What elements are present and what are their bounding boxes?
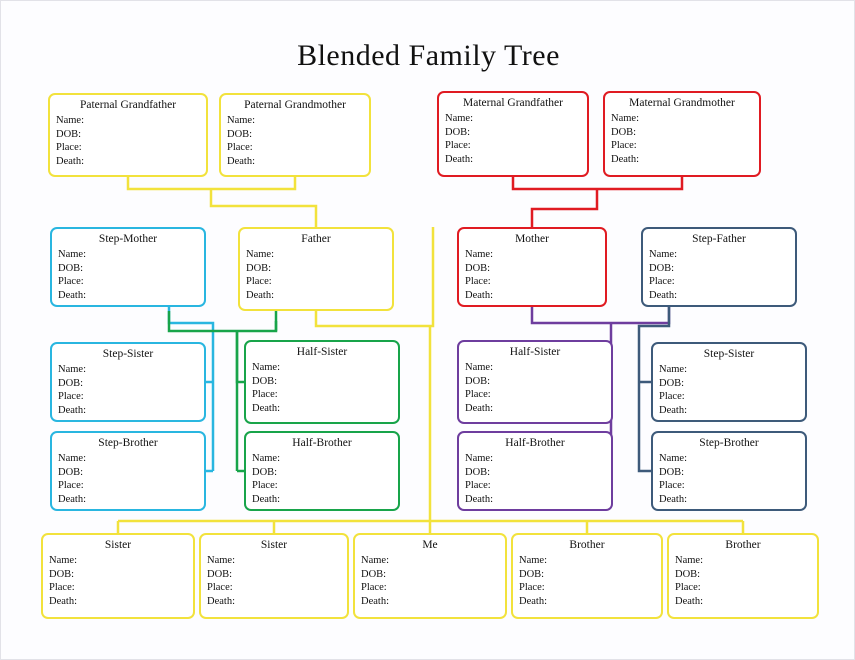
node-fields bbox=[675, 554, 817, 608]
field-label: Death: bbox=[227, 155, 255, 167]
field-label: DOB: bbox=[252, 375, 278, 387]
node-label: Brother bbox=[569, 539, 605, 551]
node-label: Maternal Grandmother bbox=[629, 97, 735, 109]
field-label: Name: bbox=[445, 113, 473, 124]
node-fields bbox=[649, 248, 795, 302]
field-label: Place: bbox=[207, 582, 233, 593]
node-fields bbox=[56, 114, 206, 168]
field-label: DOB: bbox=[227, 128, 253, 140]
field-label: DOB: bbox=[58, 377, 84, 389]
field-label: Death: bbox=[611, 153, 639, 165]
field-label: Place: bbox=[465, 276, 491, 287]
field-label: Name: bbox=[611, 113, 639, 124]
field-label: Death: bbox=[58, 493, 86, 505]
node-fields bbox=[361, 554, 505, 608]
node-step-sister-left[interactable] bbox=[50, 342, 206, 422]
node-step-sister-right[interactable] bbox=[651, 342, 807, 422]
field-label: Place: bbox=[611, 140, 637, 151]
field-label: DOB: bbox=[252, 466, 278, 478]
field-label: Death: bbox=[649, 289, 677, 301]
node-fields bbox=[49, 554, 193, 608]
field-label: Place: bbox=[56, 142, 82, 153]
node-half-brother-right[interactable] bbox=[457, 431, 613, 511]
node-fields bbox=[207, 554, 347, 608]
field-label: Death: bbox=[445, 153, 473, 165]
node-fields bbox=[465, 361, 611, 415]
field-label: Place: bbox=[675, 582, 701, 593]
field-label: DOB: bbox=[659, 466, 685, 478]
field-label: Name: bbox=[58, 249, 86, 260]
field-label: Name: bbox=[207, 555, 235, 566]
field-label: DOB: bbox=[58, 262, 84, 274]
field-label: Place: bbox=[465, 480, 491, 491]
field-label: Place: bbox=[58, 480, 84, 491]
field-label: Place: bbox=[246, 276, 272, 287]
field-label: Name: bbox=[252, 453, 280, 464]
field-label: DOB: bbox=[49, 568, 75, 580]
node-label: Brother bbox=[725, 539, 761, 551]
node-label: Sister bbox=[260, 539, 288, 551]
field-label: DOB: bbox=[611, 126, 637, 138]
node-label: Me bbox=[422, 539, 438, 551]
node-step-brother-right[interactable] bbox=[651, 431, 807, 511]
node-label: Half-Sister bbox=[296, 346, 348, 358]
field-label: DOB: bbox=[519, 568, 545, 580]
node-half-sister-left[interactable] bbox=[244, 340, 400, 424]
field-label: DOB: bbox=[361, 568, 387, 580]
node-paternal-grandfather[interactable] bbox=[48, 93, 208, 177]
field-label: Death: bbox=[659, 493, 687, 505]
node-label: Step-Sister bbox=[703, 348, 755, 360]
node-fields bbox=[252, 361, 398, 415]
node-sister-1[interactable] bbox=[41, 533, 195, 619]
node-label: Half-Brother bbox=[505, 437, 565, 449]
field-label: Death: bbox=[465, 289, 493, 301]
node-fields bbox=[227, 114, 369, 168]
field-label: DOB: bbox=[649, 262, 675, 274]
node-me[interactable] bbox=[353, 533, 507, 619]
node-step-mother[interactable] bbox=[50, 227, 206, 307]
field-label: Death: bbox=[659, 404, 687, 416]
field-label: Name: bbox=[649, 249, 677, 260]
node-maternal-grandmother[interactable] bbox=[603, 91, 761, 177]
node-sister-2[interactable] bbox=[199, 533, 349, 619]
node-fields bbox=[445, 112, 587, 166]
field-label: Place: bbox=[519, 582, 545, 593]
field-label: Name: bbox=[252, 362, 280, 373]
field-label: Name: bbox=[465, 249, 493, 260]
node-label: Father bbox=[301, 233, 331, 245]
field-label: Name: bbox=[56, 115, 84, 126]
node-label: Maternal Grandfather bbox=[463, 97, 563, 109]
node-paternal-grandmother[interactable] bbox=[219, 93, 371, 177]
field-label: Death: bbox=[49, 595, 77, 607]
field-label: Death: bbox=[465, 493, 493, 505]
field-label: Name: bbox=[659, 364, 687, 375]
node-fields bbox=[58, 248, 204, 302]
field-label: Place: bbox=[649, 276, 675, 287]
node-label: Sister bbox=[104, 539, 132, 551]
field-label: DOB: bbox=[445, 126, 471, 138]
field-label: DOB: bbox=[675, 568, 701, 580]
node-label: Half-Brother bbox=[292, 437, 352, 449]
node-label: Step-Brother bbox=[699, 437, 759, 449]
node-label: Step-Brother bbox=[98, 437, 158, 449]
node-fields bbox=[611, 112, 759, 166]
node-label: Paternal Grandfather bbox=[79, 99, 177, 111]
field-label: Place: bbox=[58, 276, 84, 287]
field-label: Place: bbox=[227, 142, 253, 153]
node-fields bbox=[465, 248, 605, 302]
field-label: DOB: bbox=[246, 262, 272, 274]
node-half-brother-left[interactable] bbox=[244, 431, 400, 511]
field-label: Name: bbox=[465, 453, 493, 464]
field-label: DOB: bbox=[56, 128, 82, 140]
field-label: Place: bbox=[49, 582, 75, 593]
field-label: Place: bbox=[465, 389, 491, 400]
node-mother[interactable] bbox=[457, 227, 607, 307]
node-maternal-grandfather[interactable] bbox=[437, 91, 589, 177]
field-label: Name: bbox=[58, 364, 86, 375]
field-label: DOB: bbox=[465, 375, 491, 387]
field-label: Name: bbox=[227, 115, 255, 126]
field-label: Death: bbox=[465, 402, 493, 414]
node-step-father[interactable] bbox=[641, 227, 797, 307]
node-fields bbox=[659, 363, 805, 417]
node-step-brother-left[interactable] bbox=[50, 431, 206, 511]
field-label: Death: bbox=[252, 402, 280, 414]
field-label: Death: bbox=[361, 595, 389, 607]
field-label: Death: bbox=[58, 289, 86, 301]
field-label: Place: bbox=[659, 391, 685, 402]
node-label: Half-Sister bbox=[509, 346, 561, 358]
node-fields bbox=[58, 452, 204, 506]
node-label: Step-Father bbox=[692, 233, 746, 245]
field-label: DOB: bbox=[465, 466, 491, 478]
node-half-sister-right[interactable] bbox=[457, 340, 613, 424]
field-label: DOB: bbox=[207, 568, 233, 580]
field-label: Name: bbox=[519, 555, 547, 566]
node-brother-2[interactable] bbox=[667, 533, 819, 619]
field-label: Death: bbox=[58, 404, 86, 416]
field-label: Name: bbox=[246, 249, 274, 260]
field-label: Place: bbox=[58, 391, 84, 402]
node-fields bbox=[659, 452, 805, 506]
node-fields bbox=[519, 554, 661, 608]
field-label: DOB: bbox=[659, 377, 685, 389]
field-label: Death: bbox=[675, 595, 703, 607]
field-label: Place: bbox=[445, 140, 471, 151]
field-label: Death: bbox=[207, 595, 235, 607]
node-fields bbox=[246, 248, 392, 302]
field-label: DOB: bbox=[58, 466, 84, 478]
field-label: Death: bbox=[56, 155, 84, 167]
field-label: Place: bbox=[252, 389, 278, 400]
field-label: Name: bbox=[465, 362, 493, 373]
field-label: Death: bbox=[519, 595, 547, 607]
node-father[interactable] bbox=[238, 227, 394, 311]
page-title: Blended Family Tree bbox=[297, 39, 560, 72]
field-label: Place: bbox=[659, 480, 685, 491]
field-label: Name: bbox=[675, 555, 703, 566]
node-label: Step-Mother bbox=[98, 233, 158, 245]
field-label: DOB: bbox=[465, 262, 491, 274]
node-fields bbox=[252, 452, 398, 506]
field-label: Place: bbox=[252, 480, 278, 491]
node-label: Mother bbox=[515, 233, 549, 245]
field-label: Name: bbox=[49, 555, 77, 566]
field-label: Name: bbox=[361, 555, 389, 566]
node-label: Paternal Grandmother bbox=[244, 99, 346, 111]
node-fields bbox=[465, 452, 611, 506]
node-fields bbox=[58, 363, 204, 417]
field-label: Death: bbox=[252, 493, 280, 505]
field-label: Name: bbox=[58, 453, 86, 464]
node-label: Step-Sister bbox=[102, 348, 154, 360]
node-brother-1[interactable] bbox=[511, 533, 663, 619]
field-label: Place: bbox=[361, 582, 387, 593]
field-label: Name: bbox=[659, 453, 687, 464]
field-label: Death: bbox=[246, 289, 274, 301]
